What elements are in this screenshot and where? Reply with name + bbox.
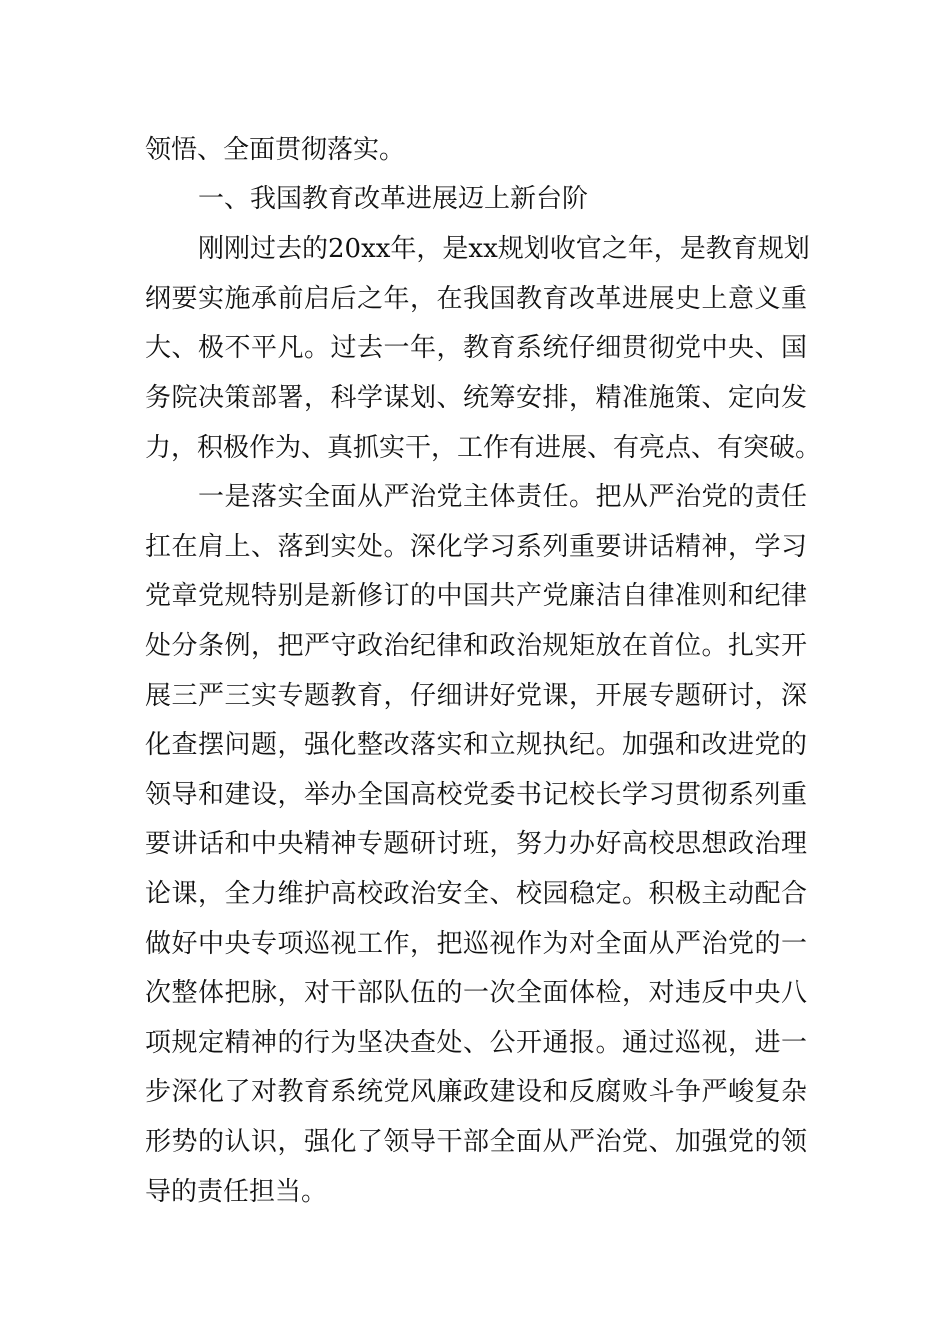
text-line: 务院决策部署，科学谋划、统筹安排，精准施策、定向发 xyxy=(145,383,807,413)
text-line: 一是落实全面从严治党主体责任。把从严治党的责任 xyxy=(198,482,807,512)
section-heading: 一、我国教育改革进展迈上新台阶 xyxy=(198,184,589,214)
text-line: 刚刚过去的20xx年，是xx规划收官之年，是教育规划 xyxy=(198,234,810,264)
text-line: 展三严三实专题教育，仔细讲好党课，开展专题研讨，深 xyxy=(145,681,807,711)
text-line: 领悟、全面贯彻落实。 xyxy=(145,135,406,165)
text-line: 扛在肩上、落到实处。深化学习系列重要讲话精神，学习 xyxy=(145,532,807,562)
text-line: 领导和建设，举办全国高校党委书记校长学习贯彻系列重 xyxy=(145,780,807,810)
text-line: 力，积极作为、真抓实干，工作有进展、有亮点、有突破。 xyxy=(145,433,822,463)
text-line: 处分条例，把严守政治纪律和政治规矩放在首位。扎实开 xyxy=(145,631,807,661)
text-line: 论课，全力维护高校政治安全、校园稳定。积极主动配合 xyxy=(145,879,807,909)
text-line: 化查摆问题，强化整改落实和立规执纪。加强和改进党的 xyxy=(145,730,807,760)
text-line: 大、极不平凡。过去一年，教育系统仔细贯彻党中央、国 xyxy=(145,333,807,363)
text-line: 做好中央专项巡视工作，把巡视作为对全面从严治党的一 xyxy=(145,929,807,959)
text-line: 步深化了对教育系统党风廉政建设和反腐败斗争严峻复杂 xyxy=(145,1077,807,1107)
text-line: 纲要实施承前启后之年，在我国教育改革进展史上意义重 xyxy=(145,284,807,314)
text-line: 党章党规特别是新修订的中国共产党廉洁自律准则和纪律 xyxy=(145,581,807,611)
text-line: 要讲话和中央精神专题研讨班，努力办好高校思想政治理 xyxy=(145,829,807,859)
text-line: 次整体把脉，对干部队伍的一次全面体检，对违反中央八 xyxy=(145,978,807,1008)
text-line: 项规定精神的行为坚决查处、公开通报。通过巡视，进一 xyxy=(145,1028,807,1058)
text-line: 导的责任担当。 xyxy=(145,1177,328,1207)
text-line: 形势的认识，强化了领导干部全面从严治党、加强党的领 xyxy=(145,1127,807,1157)
